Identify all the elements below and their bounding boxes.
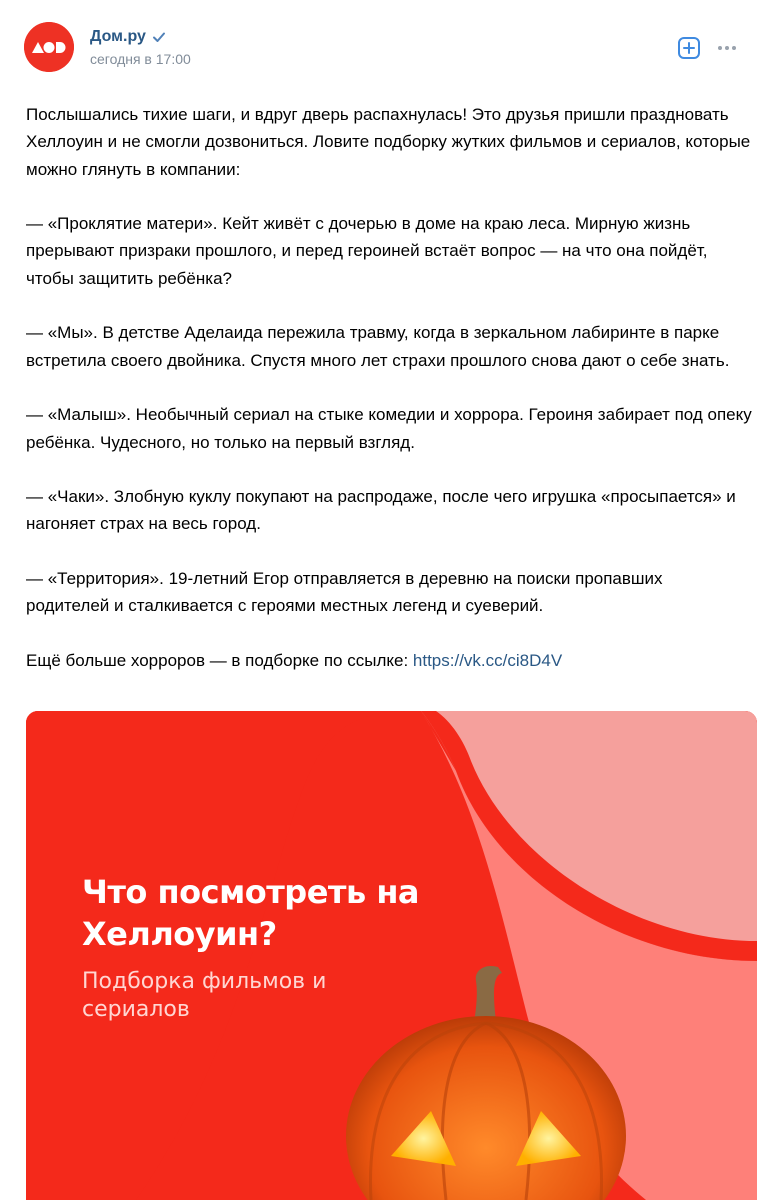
post-time[interactable]: сегодня в 17:00 — [90, 51, 191, 67]
avatar[interactable] — [24, 22, 74, 72]
banner-subtitle: Подборка фильмов и сериалов — [82, 969, 327, 1022]
paragraph-line: — «Территория». 19-летний Егор отправляется в деревню на поиски пропавших — [26, 569, 663, 589]
more-button[interactable] — [714, 35, 740, 61]
post-paragraph: — «Проклятие матери». Кейт живёт с дочерью в доме на краю леса. Мирную жизнь прерывают призраки прошлого, и перед героиней встаёт вопрос — на что она пойдёт, чтобы защитить ребёнка? — [26, 214, 708, 288]
paragraph-line: родителей и сталкивается с героями местных легенд и суеверий. — [26, 596, 544, 616]
pumpkin-icon — [326, 961, 646, 1200]
post-image-banner[interactable] — [26, 711, 757, 1200]
add-button[interactable] — [676, 35, 702, 61]
post-paragraph: — «Малыш». Необычный сериал на стыке комедии и хоррора. Героиня забирает под опеку ребёнка. Чудесного, но только на первый взгляд. — [26, 405, 752, 452]
verified-icon — [152, 30, 166, 44]
footer-text: Ещё больше хорроров — в подборке по ссылке: — [26, 650, 413, 670]
banner-title: Что посмотреть на Хеллоуин? — [82, 873, 420, 953]
dom-ru-logo-icon — [24, 22, 74, 72]
author-name-row[interactable] — [90, 28, 166, 46]
post-header — [24, 22, 740, 74]
author-name[interactable]: Дом.ру — [90, 28, 146, 45]
post-paragraph — [26, 565, 756, 620]
post-link[interactable]: https://vk.cc/ci8D4V — [412, 650, 563, 670]
plus-square-icon — [676, 35, 702, 61]
post-paragraph: Послышались тихие шаги, и вдруг дверь распахнулась! Это друзья пришли праздновать Хеллоуин и не смогли дозвониться. Ловите подборку жутких фильмов и сериалов, которые можно глянуть в компании: — [26, 105, 751, 179]
post-footer-line — [26, 647, 756, 674]
post-text — [26, 101, 756, 674]
post-paragraph: — «Чаки». Злобную куклу покупают на распродаже, после чего игрушка «просыпается» и нагоняет страх на весь город. — [26, 487, 736, 534]
post-paragraph: — «Мы». В детстве Аделаида пережила травму, когда в зеркальном лабиринте в парке встретила своего двойника. Спустя много лет страхи прошлого снова дают о себе знать. — [26, 323, 730, 370]
more-horizontal-icon — [714, 35, 740, 61]
